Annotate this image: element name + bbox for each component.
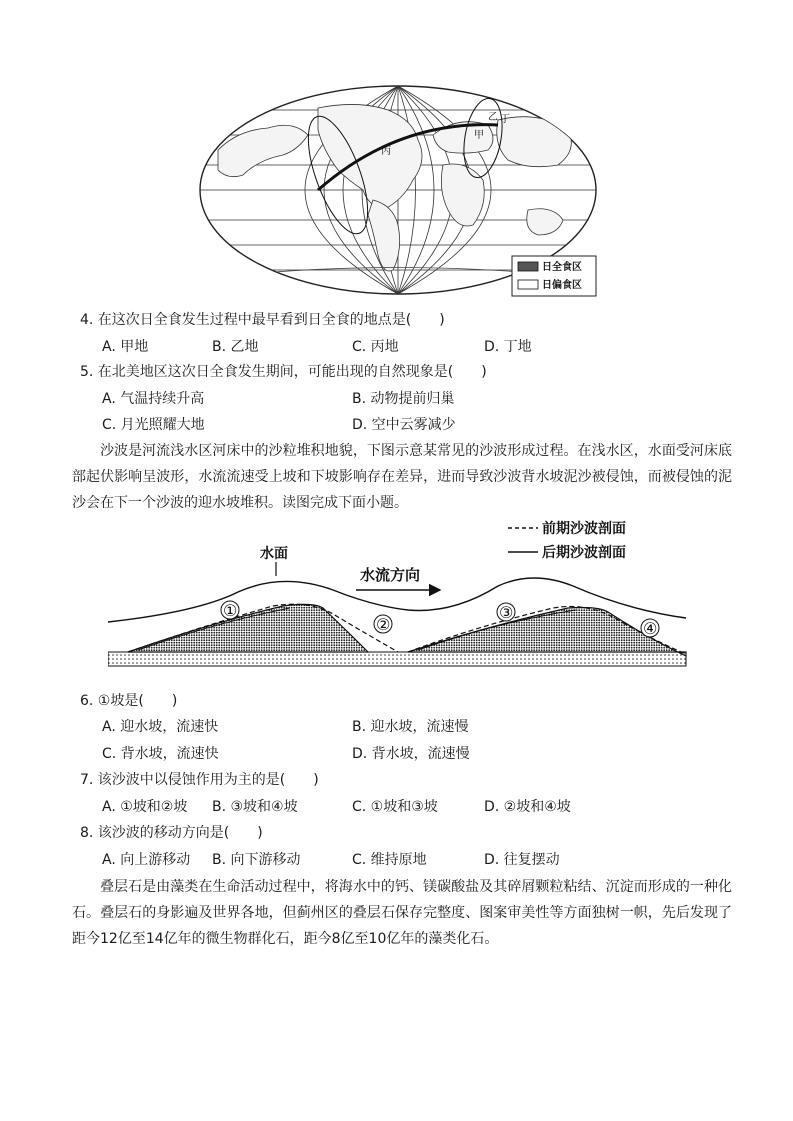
flow-direction-label: 水流方向: [360, 566, 421, 584]
water-surface-label: 水面: [260, 546, 288, 562]
slope-marker-2: ②: [376, 615, 391, 634]
q8-option-c: C. 维持原地: [352, 852, 427, 868]
slope-marker-1: ①: [223, 601, 238, 620]
q8-option-d: D. 往复摆动: [484, 852, 560, 868]
q7-option-d: D. ②坡和④坡: [484, 799, 571, 815]
eclipse-world-map: [198, 80, 600, 302]
q8-option-b: B. 向下游移动: [212, 852, 301, 868]
question-5-stem: 5. 在北美地区这次日全食发生期间，可能出现的自然现象是( ): [80, 364, 487, 380]
passage-stromatolite: 叠层石是由藻类在生命活动过程中，将海水中的钙、镁碳酸盐及其碎屑颗粒粘结、沉淀而形成的一种化石。叠层石的身影遍及世界各地，但蓟州区的叠层石保存完整度、图案审美性等方面独树一帜，先后发现了距今12亿至14亿年的微生物群化石，距今8亿至10亿年的藻类化石。: [72, 879, 732, 947]
legend-early-profile: 前期沙波剖面: [542, 521, 626, 537]
q5-option-c: C. 月光照耀大地: [102, 417, 205, 433]
place-jia: 甲: [474, 130, 484, 141]
slope-marker-3: ③: [499, 603, 514, 622]
q6-option-d: D. 背水坡，流速慢: [352, 746, 470, 762]
legend-late-profile: 后期沙波剖面: [542, 545, 626, 561]
slope-marker-4: ④: [643, 619, 658, 638]
sand-wave-diagram: [108, 514, 688, 674]
q6-option-c: C. 背水坡，流速快: [102, 746, 219, 762]
q4-option-d: D. 丁地: [484, 339, 532, 355]
question-6-stem: 6. ①坡是( ): [80, 693, 178, 709]
q6-option-b: B. 迎水坡，流速慢: [352, 719, 469, 735]
place-bing: 丙: [381, 146, 391, 157]
passage-sand-waves: 沙波是河流浅水区河床中的沙粒堆积地貌，下图示意某常见的沙波形成过程。在浅水区，水面受河床底部起伏影响呈波形，水流流速受上坡和下坡影响存在差异，进而导致沙波背水坡泥沙被侵蚀，而被侵蚀的泥沙会在下一个沙波的迎水坡堆积。读图完成下面小题。: [72, 443, 732, 511]
q7-option-b: B. ③坡和④坡: [212, 799, 298, 815]
place-ding: 丁: [500, 114, 510, 125]
question-4-stem: 4. 在这次日全食发生过程中最早看到日全食的地点是( ): [80, 312, 445, 328]
q5-option-d: D. 空中云雾减少: [352, 417, 456, 433]
q5-option-a: A. 气温持续升高: [102, 391, 205, 407]
legend-partial-eclipse: 日偏食区: [542, 280, 582, 291]
q4-option-c: C. 丙地: [352, 339, 399, 355]
q8-option-a: A. 向上游移动: [102, 852, 191, 868]
q4-option-a: A. 甲地: [102, 339, 149, 355]
legend-total-eclipse: 日全食区: [542, 262, 582, 273]
place-yi: 乙: [488, 112, 498, 123]
q5-option-b: B. 动物提前归巢: [352, 391, 455, 407]
q4-option-b: B. 乙地: [212, 339, 259, 355]
q7-option-a: A. ①坡和②坡: [102, 799, 188, 815]
question-8-stem: 8. 该沙波的移动方向是( ): [80, 825, 263, 841]
q6-option-a: A. 迎水坡，流速快: [102, 719, 219, 735]
question-7-stem: 7. 该沙波中以侵蚀作用为主的是( ): [80, 772, 319, 788]
q7-option-c: C. ①坡和③坡: [352, 799, 438, 815]
